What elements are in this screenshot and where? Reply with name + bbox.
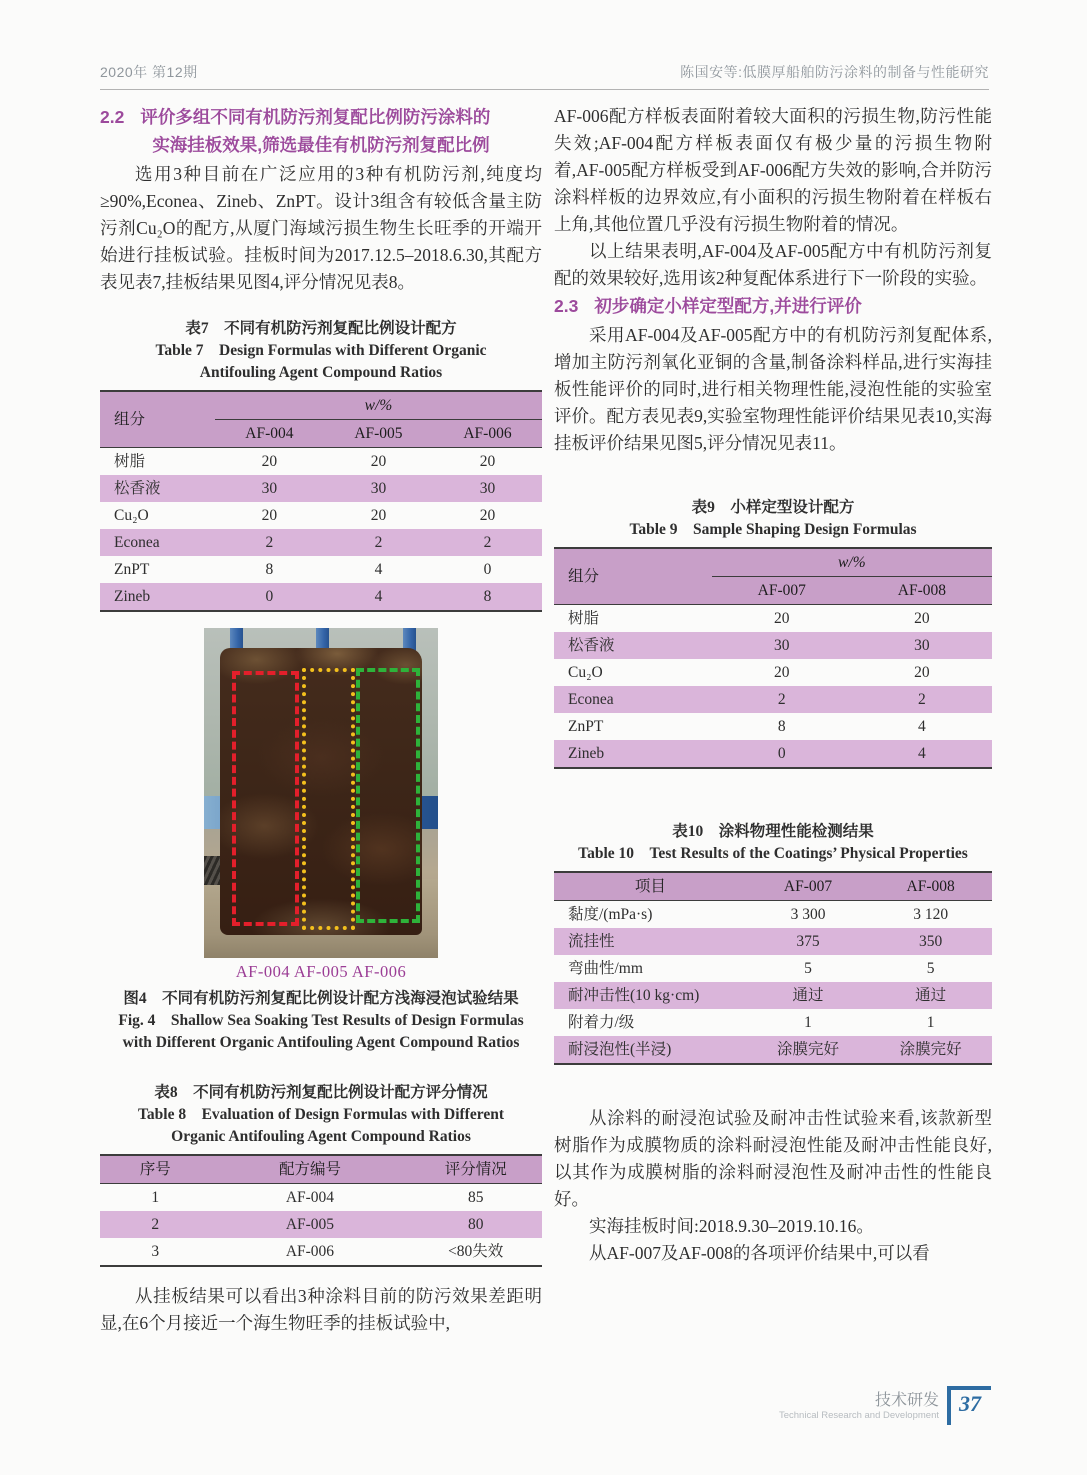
table-cell: 附着力/级	[568, 1014, 635, 1031]
table-cell: 20	[774, 610, 790, 627]
table-cell: ZnPT	[568, 718, 604, 735]
table-row	[554, 686, 992, 713]
table-cell: 耐冲击性(10 kg·cm)	[554, 982, 747, 1009]
header-running-title: 陈国安等:低膜厚船舶防污涂料的制备与性能研究	[680, 64, 989, 80]
left-column	[100, 103, 542, 1337]
section-heading-2-2	[100, 103, 542, 159]
table-header-cell: 配方编号	[211, 1155, 410, 1184]
table-cell: 树脂	[568, 610, 600, 627]
table-header-cell: w/%	[712, 548, 992, 577]
footer-section-label-zh: 技术研发	[874, 1392, 939, 1409]
table-8	[100, 1154, 542, 1267]
table9-caption-zh: 表9 小样定型设计配方	[691, 499, 855, 516]
table-cell: 4	[324, 583, 433, 611]
table-cell: 通过	[747, 982, 870, 1009]
table-cell: 8	[265, 561, 274, 578]
table-cell: AF-005	[211, 1211, 410, 1238]
table-cell: 20	[774, 664, 790, 681]
paragraph: 以上结果表明,AF-004及AF-005配方中有机防污剂复配的效果较好,选用该2种复配体系进行下一阶段的实验。	[554, 241, 992, 288]
table8-caption-zh: 表8 不同有机防污剂复配比例设计配方评分情况	[154, 1084, 488, 1101]
table-cell: 80	[409, 1211, 542, 1238]
table-cell: 0	[483, 561, 492, 578]
table-cell: 4	[374, 561, 383, 578]
table-cell: 树脂	[114, 453, 146, 470]
right-column	[554, 103, 992, 1267]
table-cell: 松香液	[100, 475, 215, 502]
figure4-panel-labels: AF-004 AF-005 AF-006	[235, 962, 407, 981]
table-cell: 375	[747, 928, 870, 955]
table-header-cell: w/%	[215, 391, 542, 420]
table-cell: 5	[804, 960, 812, 977]
paragraph: 从涂料的耐浸泡试验及耐冲击性试验来看,该款新型树脂作为成膜物质的涂料耐浸泡性能及耐冲击性能良好,以其作为成膜树脂的涂料耐浸泡性及耐冲击性的性能良好。	[554, 1108, 992, 1209]
table-cell: Cu₂O	[114, 507, 149, 524]
table-9	[554, 547, 992, 769]
table-cell: Econea	[100, 529, 215, 556]
table-cell: 20	[479, 453, 496, 470]
table-row	[100, 556, 542, 583]
figure4-caption-en-line2: with Different Organic Antifouling Agent Compound Ratios	[122, 1034, 520, 1051]
table-cell: 2	[100, 1211, 211, 1238]
table-cell: 2	[852, 686, 992, 713]
table-cell: 30	[433, 475, 542, 502]
figure4-photo	[204, 628, 438, 958]
table-row	[554, 1036, 992, 1064]
table-cell: 20	[914, 610, 930, 627]
section-title-line1: 评价多组不同有机防污剂复配比例防污涂料的	[140, 107, 491, 127]
table-row	[100, 502, 542, 529]
table-row	[554, 955, 992, 982]
table7-caption-zh: 表7 不同有机防污剂复配比例设计配方	[185, 320, 457, 337]
table-row	[100, 1238, 542, 1266]
table9-caption-en: Table 9 Sample Shaping Design Formulas	[629, 521, 917, 538]
table-cell: 20	[370, 507, 387, 524]
table-cell: 通过	[869, 982, 992, 1009]
table-cell: 30	[324, 475, 433, 502]
table-cell: AF-004	[285, 1189, 335, 1206]
figure4-caption-zh: 图4 不同有机防污剂复配比例设计配方浅海浸泡试验结果	[123, 990, 519, 1007]
table-cell: 350	[869, 928, 992, 955]
table-header-cell: 评分情况	[409, 1155, 542, 1184]
figure4-caption-en-line1: Fig. 4 Shallow Sea Soaking Test Results of Design Formulas	[118, 1012, 524, 1029]
table-cell: 4	[918, 718, 926, 735]
header-issue: 2020年 第12期	[100, 64, 198, 80]
paragraph: 选用3种目前在广泛应用的3种有机防污剂,纯度均≥90%,Econea、Zineb、ZnPT。设计3组含有较低含量主防污剂Cu₂O的配方,从厦门海域污损生物生长旺季的开端开始进行挂板试验。挂板时间为2017.12.5–2018.6.30,其配方表见表7,挂板结果见图4,评分情况见表8。	[100, 164, 542, 292]
table-row	[100, 583, 542, 611]
table8-caption-en-line2: Organic Antifouling Agent Compound Ratios	[171, 1128, 471, 1145]
table-cell: 85	[467, 1189, 484, 1206]
table-cell: 0	[712, 740, 852, 768]
section-number: 2.3	[554, 296, 579, 316]
page-number: 37	[947, 1386, 991, 1425]
table8-caption-en-line1: Table 8 Evaluation of Design Formulas with Different	[138, 1106, 504, 1123]
table-cell: Econea	[554, 686, 712, 713]
table7-caption-en-line2: Antifouling Agent Compound Ratios	[199, 364, 443, 381]
overlay-af004-red-dashed-box	[232, 671, 299, 927]
table-cell: 30	[215, 475, 324, 502]
table-row	[554, 659, 992, 686]
table-row	[554, 1009, 992, 1036]
table-header-cell: 组分	[554, 548, 712, 605]
table-cell: 4	[852, 740, 992, 768]
table-cell: 松香液	[554, 632, 712, 659]
table-cell: 3	[151, 1243, 160, 1260]
paragraph: AF-006配方样板表面附着较大面积的污损生物,防污性能失效;AF-004配方样板表面仅有极少量的污损生物附着,AF-005配方样板受到AF-006配方失效的影响,合并防污涂料样板的边界效应,有小面积的污损生物附着在样板右上角,其他位置几乎没有污损生物附着的情况。	[554, 106, 992, 234]
table-cell: 弯曲性/mm	[568, 960, 643, 977]
table-cell: 30	[852, 632, 992, 659]
table-row	[554, 928, 992, 955]
table-row	[554, 901, 992, 929]
table-cell: 2	[712, 686, 852, 713]
table-cell: 20	[914, 664, 930, 681]
table-cell: 3 120	[913, 906, 949, 923]
table-cell: 20	[479, 507, 496, 524]
page-footer	[779, 1386, 991, 1425]
table-cell: 8	[777, 718, 786, 735]
table-header-cell: AF-006	[433, 420, 542, 448]
table-row	[100, 1211, 542, 1238]
section-heading-2-3	[554, 292, 992, 320]
table-cell: 20	[261, 453, 278, 470]
table-10	[554, 871, 992, 1065]
table-cell: 20	[261, 507, 278, 524]
table-cell: Zineb	[100, 583, 215, 611]
table-row	[554, 713, 992, 740]
table-cell: 2	[215, 529, 324, 556]
table-header-cell: AF-005	[324, 420, 433, 448]
table-row	[554, 982, 992, 1009]
table-header-cell: AF-007	[747, 872, 870, 901]
table-cell: 1	[804, 1014, 812, 1031]
table-row	[554, 740, 992, 768]
table-header-cell: AF-004	[215, 420, 324, 448]
table-cell: 涂膜完好	[869, 1036, 992, 1064]
table-row	[100, 529, 542, 556]
table-cell: <80失效	[448, 1243, 504, 1260]
table-cell: 黏度/(mPa·s)	[568, 906, 653, 923]
table-cell: 3 300	[790, 906, 826, 923]
table-header-cell: 序号	[100, 1155, 211, 1184]
table-cell: 1	[151, 1189, 160, 1206]
table-header-cell: 项目	[554, 872, 747, 901]
table-cell: 涂膜完好	[747, 1036, 870, 1064]
table-row	[100, 1184, 542, 1212]
table-cell: Zineb	[554, 740, 712, 768]
section-number: 2.2	[100, 107, 125, 127]
section-title: 初步确定小样定型配方,并进行评价	[594, 296, 862, 316]
table-cell: ZnPT	[114, 561, 150, 578]
table-cell: 8	[433, 583, 542, 611]
table-header-cell: AF-007	[712, 577, 852, 605]
table-cell: 流挂性	[554, 928, 747, 955]
table-7	[100, 390, 542, 612]
table-row	[554, 605, 992, 633]
table-cell: 2	[324, 529, 433, 556]
table-header-cell: 组分	[100, 391, 215, 448]
table-row	[100, 475, 542, 502]
footer-section-label-en: Technical Research and Development	[778, 1410, 939, 1421]
table-cell: 耐浸泡性(半浸)	[554, 1036, 747, 1064]
table-row	[100, 448, 542, 476]
paragraph: 从AF-007及AF-008的各项评价结果中,可以看	[589, 1243, 930, 1263]
table-header-cell: AF-008	[869, 872, 992, 901]
page-header	[100, 62, 989, 90]
table-cell: 5	[926, 960, 935, 977]
paragraph: 采用AF-004及AF-005配方中的有机防污剂复配体系,增加主防污剂氧化亚铜的含量,制备涂料样品,进行实海挂板性能评价的同时,进行相关物理性能,浸泡性能的实验室评价。配方表见表9,实验室物理性能评价结果见表10,实海挂板评价结果见图5,评分情况见表11。	[554, 325, 992, 453]
paragraph: 从挂板结果可以看出3种涂料目前的防污效果差距明显,在6个月接近一个海生物旺季的挂板试验中,	[100, 1286, 542, 1333]
table-cell: 2	[433, 529, 542, 556]
table-header-cell: AF-008	[852, 577, 992, 605]
table-cell: 1	[926, 1014, 935, 1031]
overlay-af006-green-dashed-box	[356, 668, 420, 924]
table-cell: 30	[712, 632, 852, 659]
table7-caption-en-line1: Table 7 Design Formulas with Different Organic	[155, 342, 487, 359]
overlay-af005-yellow-dotted-box	[302, 668, 354, 930]
table-cell: 20	[370, 453, 387, 470]
section-title-line2: 实海挂板效果,筛选最佳有机防污剂复配比例	[152, 135, 490, 155]
table10-caption-en: Table 10 Test Results of the Coatings’ Physical Properties	[578, 845, 968, 862]
table-cell: Cu₂O	[568, 664, 603, 681]
table-cell: AF-006	[285, 1243, 335, 1260]
table10-caption-zh: 表10 涂料物理性能检测结果	[672, 823, 874, 840]
footer-section-labels	[779, 1386, 939, 1422]
table-row	[554, 632, 992, 659]
table-cell: 0	[215, 583, 324, 611]
paragraph: 实海挂板时间:2018.9.30–2019.10.16。	[589, 1216, 874, 1236]
